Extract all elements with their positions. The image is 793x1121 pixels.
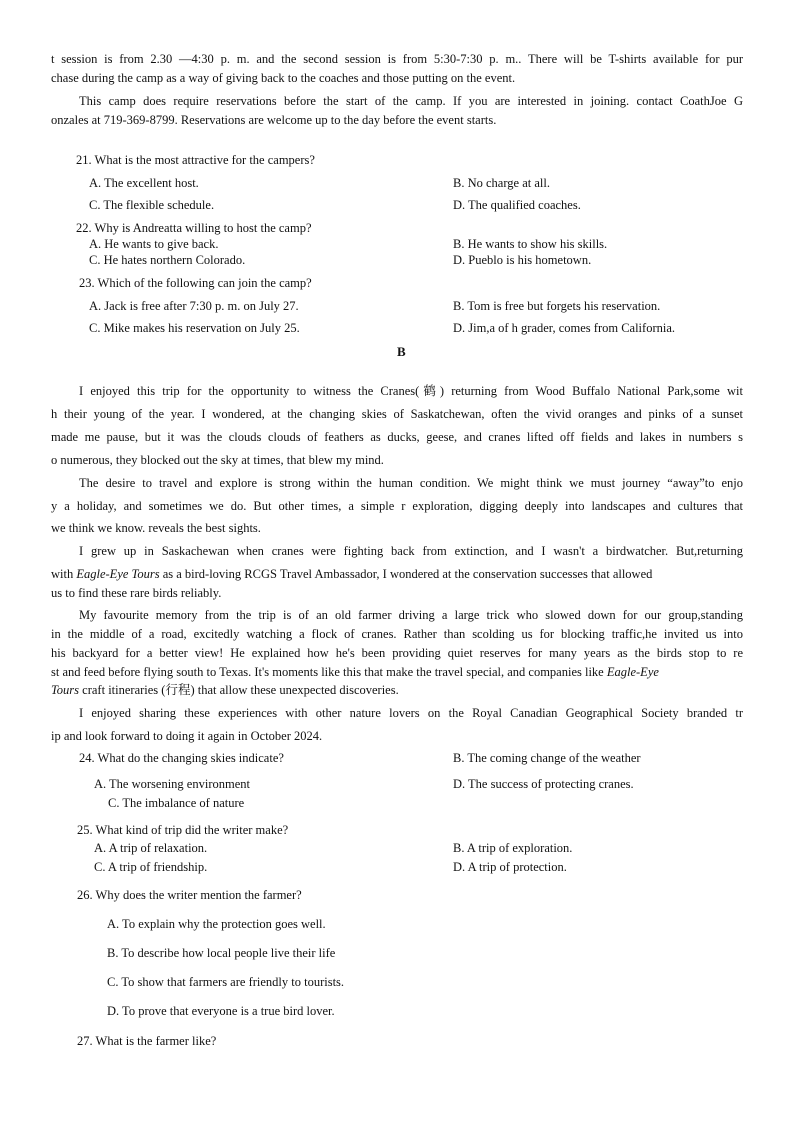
question-23-option-d[interactable]: D. Jim,a of h grader, comes from California. [453,321,676,335]
section-b-heading: B [397,344,406,359]
question-21-stem: 21. What is the most attractive for the campers? [76,153,315,167]
question-24-option-d[interactable]: D. The success of protecting cranes. [453,777,634,791]
question-23-option-b[interactable]: B. Tom is free but forgets his reservation. [453,299,661,313]
passage-line: y a holiday, and sometimes we do. But other times, a simple r exploration, digging deeply into landscapes and cultures that [51,499,743,513]
passage-line: I grew up in Saskachewan when cranes were fighting back from extinction, and I wasn't a birdwatcher. But,returning [79,544,743,558]
company-name: Tours [51,683,80,697]
passage-line: us to find these rare birds reliably. [51,586,222,600]
question-26-stem: 26. Why does the writer mention the farmer? [77,888,302,902]
passage-line: h their young of the year. I wondered, at the changing skies of Saskatchewan, often the vivid oranges and pinks of a sunset [51,407,743,421]
question-23-option-c[interactable]: C. Mike makes his reservation on July 25. [89,321,300,335]
passage-line [51,666,659,679]
question-22-stem: 22. Why is Andreatta willing to host the camp? [76,221,312,235]
passage-line: chase during the camp as a way of giving back to the coaches and those putting on the event. [51,71,516,85]
passage-line [51,568,743,581]
company-name: Eagle-Eye [606,665,659,679]
text: as a bird-loving RCGS Travel Ambassador, I wondered at the conservation successes that allowed [159,567,653,581]
passage-line: I enjoyed this trip for the opportunity to witness the Cranes(鹤) returning from Wood Buffalo National Park,some wit [79,384,743,398]
question-25-stem: 25. What kind of trip did the writer make? [77,823,289,837]
question-25-option-a[interactable]: A. A trip of relaxation. [94,841,208,855]
question-26-option-c[interactable]: C. To show that farmers are friendly to tourists. [107,975,345,989]
passage-line [51,684,399,697]
passage-line: t session is from 2.30 —4:30 p. m. and the second session is from 5:30-7:30 p. m.. There will be T-shirts available for pur [51,52,743,66]
question-26-option-a[interactable]: A. To explain why the protection goes well. [107,917,326,931]
passage-line: This camp does require reservations before the start of the camp. If you are interested in joining. contact CoathJoe G [79,94,743,108]
question-21-option-c[interactable]: C. The flexible schedule. [89,198,215,212]
question-22-option-c[interactable]: C. He hates northern Colorado. [89,253,246,267]
question-22-option-b[interactable]: B. He wants to show his skills. [453,237,608,251]
passage-line: onzales at 719-369-8799. Reservations are welcome up to the day before the event starts. [51,113,497,127]
passage-line: we think we know. reveals the best sights. [51,521,261,535]
question-24-stem: 24. What do the changing skies indicate? [79,751,284,765]
question-25-option-b[interactable]: B. A trip of exploration. [453,841,573,855]
text: st and feed before flying south to Texas. It's moments like this that make the travel special, and companies like [51,665,607,679]
question-22-option-d[interactable]: D. Pueblo is his hometown. [453,253,592,267]
question-25-option-d[interactable]: D. A trip of protection. [453,860,567,874]
question-26-option-b[interactable]: B. To describe how local people live their life [107,946,336,960]
passage-line: in the middle of a road, excitedly watching a flock of cranes. Rather than scolding us for blocking traffic,he invited us into [51,627,743,641]
passage-line: My favourite memory from the trip is of an old farmer driving a large trick who slowed down for our group,standing [79,608,743,622]
passage-line: his backyard for a better view! He explained how he's been providing quiet reserves for many years as the birds stop to re [51,646,743,660]
company-name: Eagle-Eye Tours [76,567,160,581]
question-21-option-b[interactable]: B. No charge at all. [453,176,550,190]
question-27-stem: 27. What is the farmer like? [77,1034,217,1048]
passage-line: o numerous, they blocked out the sky at times, that blew my mind. [51,453,384,467]
text: craft itineraries (行程) that allow these unexpected discoveries. [79,683,399,697]
passage-line: made me pause, but it was the clouds clouds of feathers as ducks, geese, and cranes lifted off fields and lakes in numbers s [51,430,743,444]
question-23-option-a[interactable]: A. Jack is free after 7:30 p. m. on July 27. [89,299,299,313]
passage-line: The desire to travel and explore is strong within the human condition. We might think we must journey “away”to enjo [79,476,743,490]
question-21-option-a[interactable]: A. The excellent host. [89,176,199,190]
question-25-option-c[interactable]: C. A trip of friendship. [94,860,208,874]
passage-line: ip and look forward to doing it again in October 2024. [51,729,323,743]
passage-line: I enjoyed sharing these experiences with other nature lovers on the Royal Canadian Geographical Society branded tr [79,706,743,720]
question-24-option-a[interactable]: A. The worsening environment [94,777,250,791]
question-24-option-b[interactable]: B. The coming change of the weather [453,751,641,765]
question-26-option-d[interactable]: D. To prove that everyone is a true bird lover. [107,1004,335,1018]
question-24-option-c[interactable]: C. The imbalance of nature [108,796,245,810]
text: with [51,567,77,581]
question-23-stem: 23. Which of the following can join the camp? [79,276,312,290]
question-21-option-d[interactable]: D. The qualified coaches. [453,198,581,212]
question-22-option-a[interactable]: A. He wants to give back. [89,237,219,251]
